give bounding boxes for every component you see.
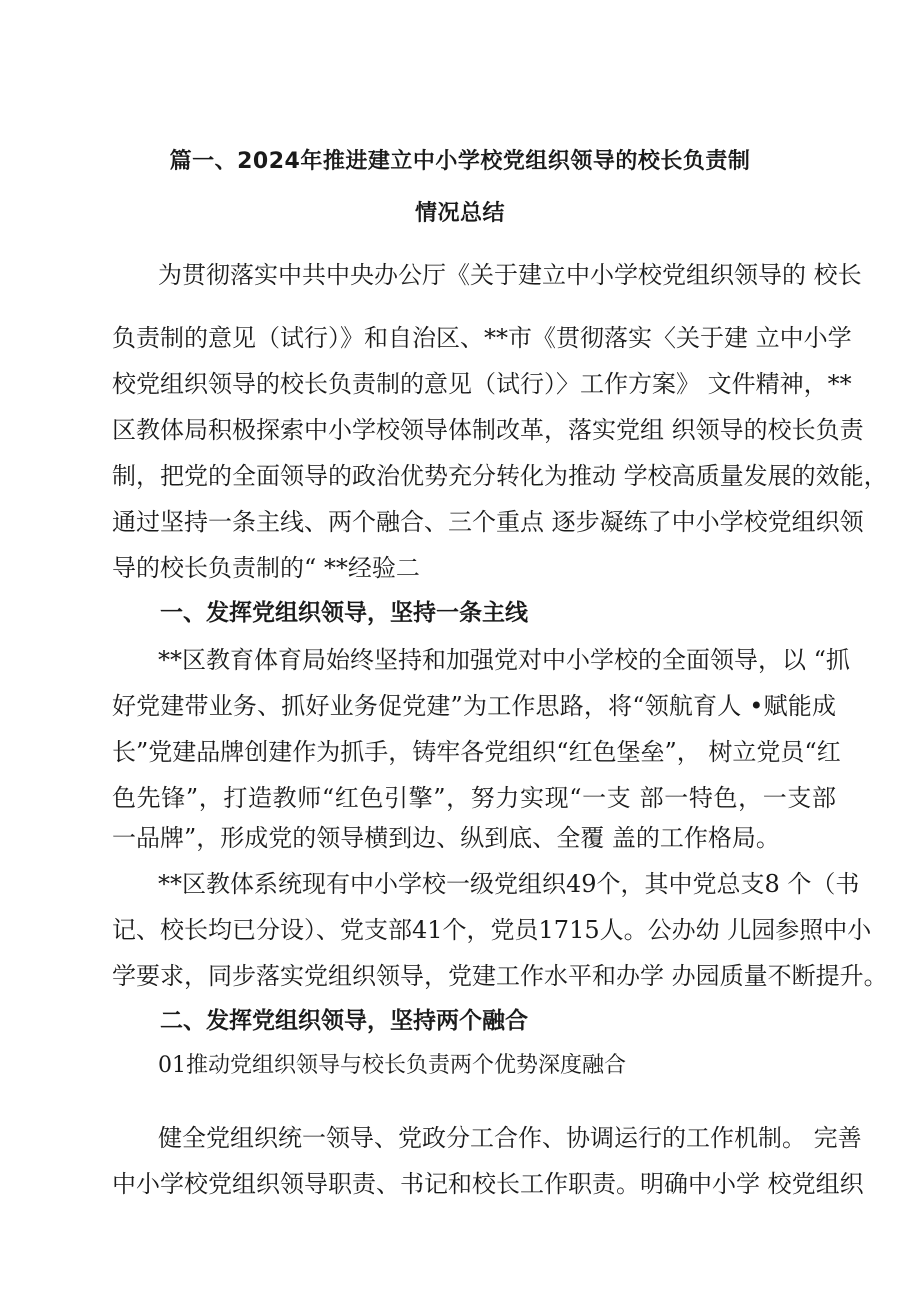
paragraph-line: 学要求，同步落实党组织领导，党建工作水平和办学 办园质量不断提升。 [112,962,888,990]
document-title-line2: 情况总结 [414,201,505,226]
section-heading: 一、发挥党组织领导，坚持一条主线 [160,600,528,626]
paragraph-line: 导的校长负责制的“ **经验二 [112,554,420,582]
paragraph-line: 记、校长均已分设）、党支部41个，党员1715人。公办幼 儿园参照中小 [112,916,872,944]
paragraph-line: 一品牌”，形成党的领导横到边、纵到底、全覆 盖的工作格局。 [112,824,780,852]
paragraph-line: 制，把党的全面领导的政治优势充分转化为推动 学校高质量发展的效能， [112,462,888,490]
paragraph-line: 区教体局积极探索中小学校领导体制改革，落实党组 织领导的校长负责 [112,416,864,444]
subheading: 01推动党组织领导与校长负责两个优势深度融合 [158,1053,626,1078]
paragraph-line: 负责制的意见（试行）》和自治区、**市《贯彻落实〈关于建 立中小学 [112,324,852,352]
paragraph-line: **区教体系统现有中小学校一级党组织49个，其中党总支8 个（书 [158,870,860,898]
paragraph-line: 长”党建品牌创建作为抓手，铸牢各党组织“红色堡垒”， 树立党员“红 [112,738,841,766]
document-title: 篇一、2024年推进建立中小学校党组织领导的校长负责制 [169,149,751,174]
section-heading: 二、发挥党组织领导，坚持两个融合 [160,1008,528,1034]
paragraph-line: 校党组织领导的校长负责制的意见（试行）〉工作方案》 文件精神，** [112,370,852,398]
paragraph-line: 好党建带业务、抓好业务促党建”为工作思路，将“领航育人 •赋能成 [112,692,836,720]
paragraph-line: **区教育体育局始终坚持和加强党对中小学校的全面领导，以 “抓 [158,646,850,674]
paragraph-line: 中小学校党组织领导职责、书记和校长工作职责。明确中小学 校党组织 [112,1170,864,1198]
paragraph-line: 为贯彻落实中共中央办公厅《关于建立中小学校党组织领导的 校长 [158,261,862,289]
paragraph-line: 色先锋”，打造教师“红色引擎”，努力实现“一支 部一特色，一支部 [112,784,836,812]
paragraph-line: 健全党组织统一领导、党政分工合作、协调运行的工作机制。 完善 [158,1124,862,1152]
paragraph-line: 通过坚持一条主线、两个融合、三个重点 逐步凝练了中小学校党组织领 [112,508,864,536]
